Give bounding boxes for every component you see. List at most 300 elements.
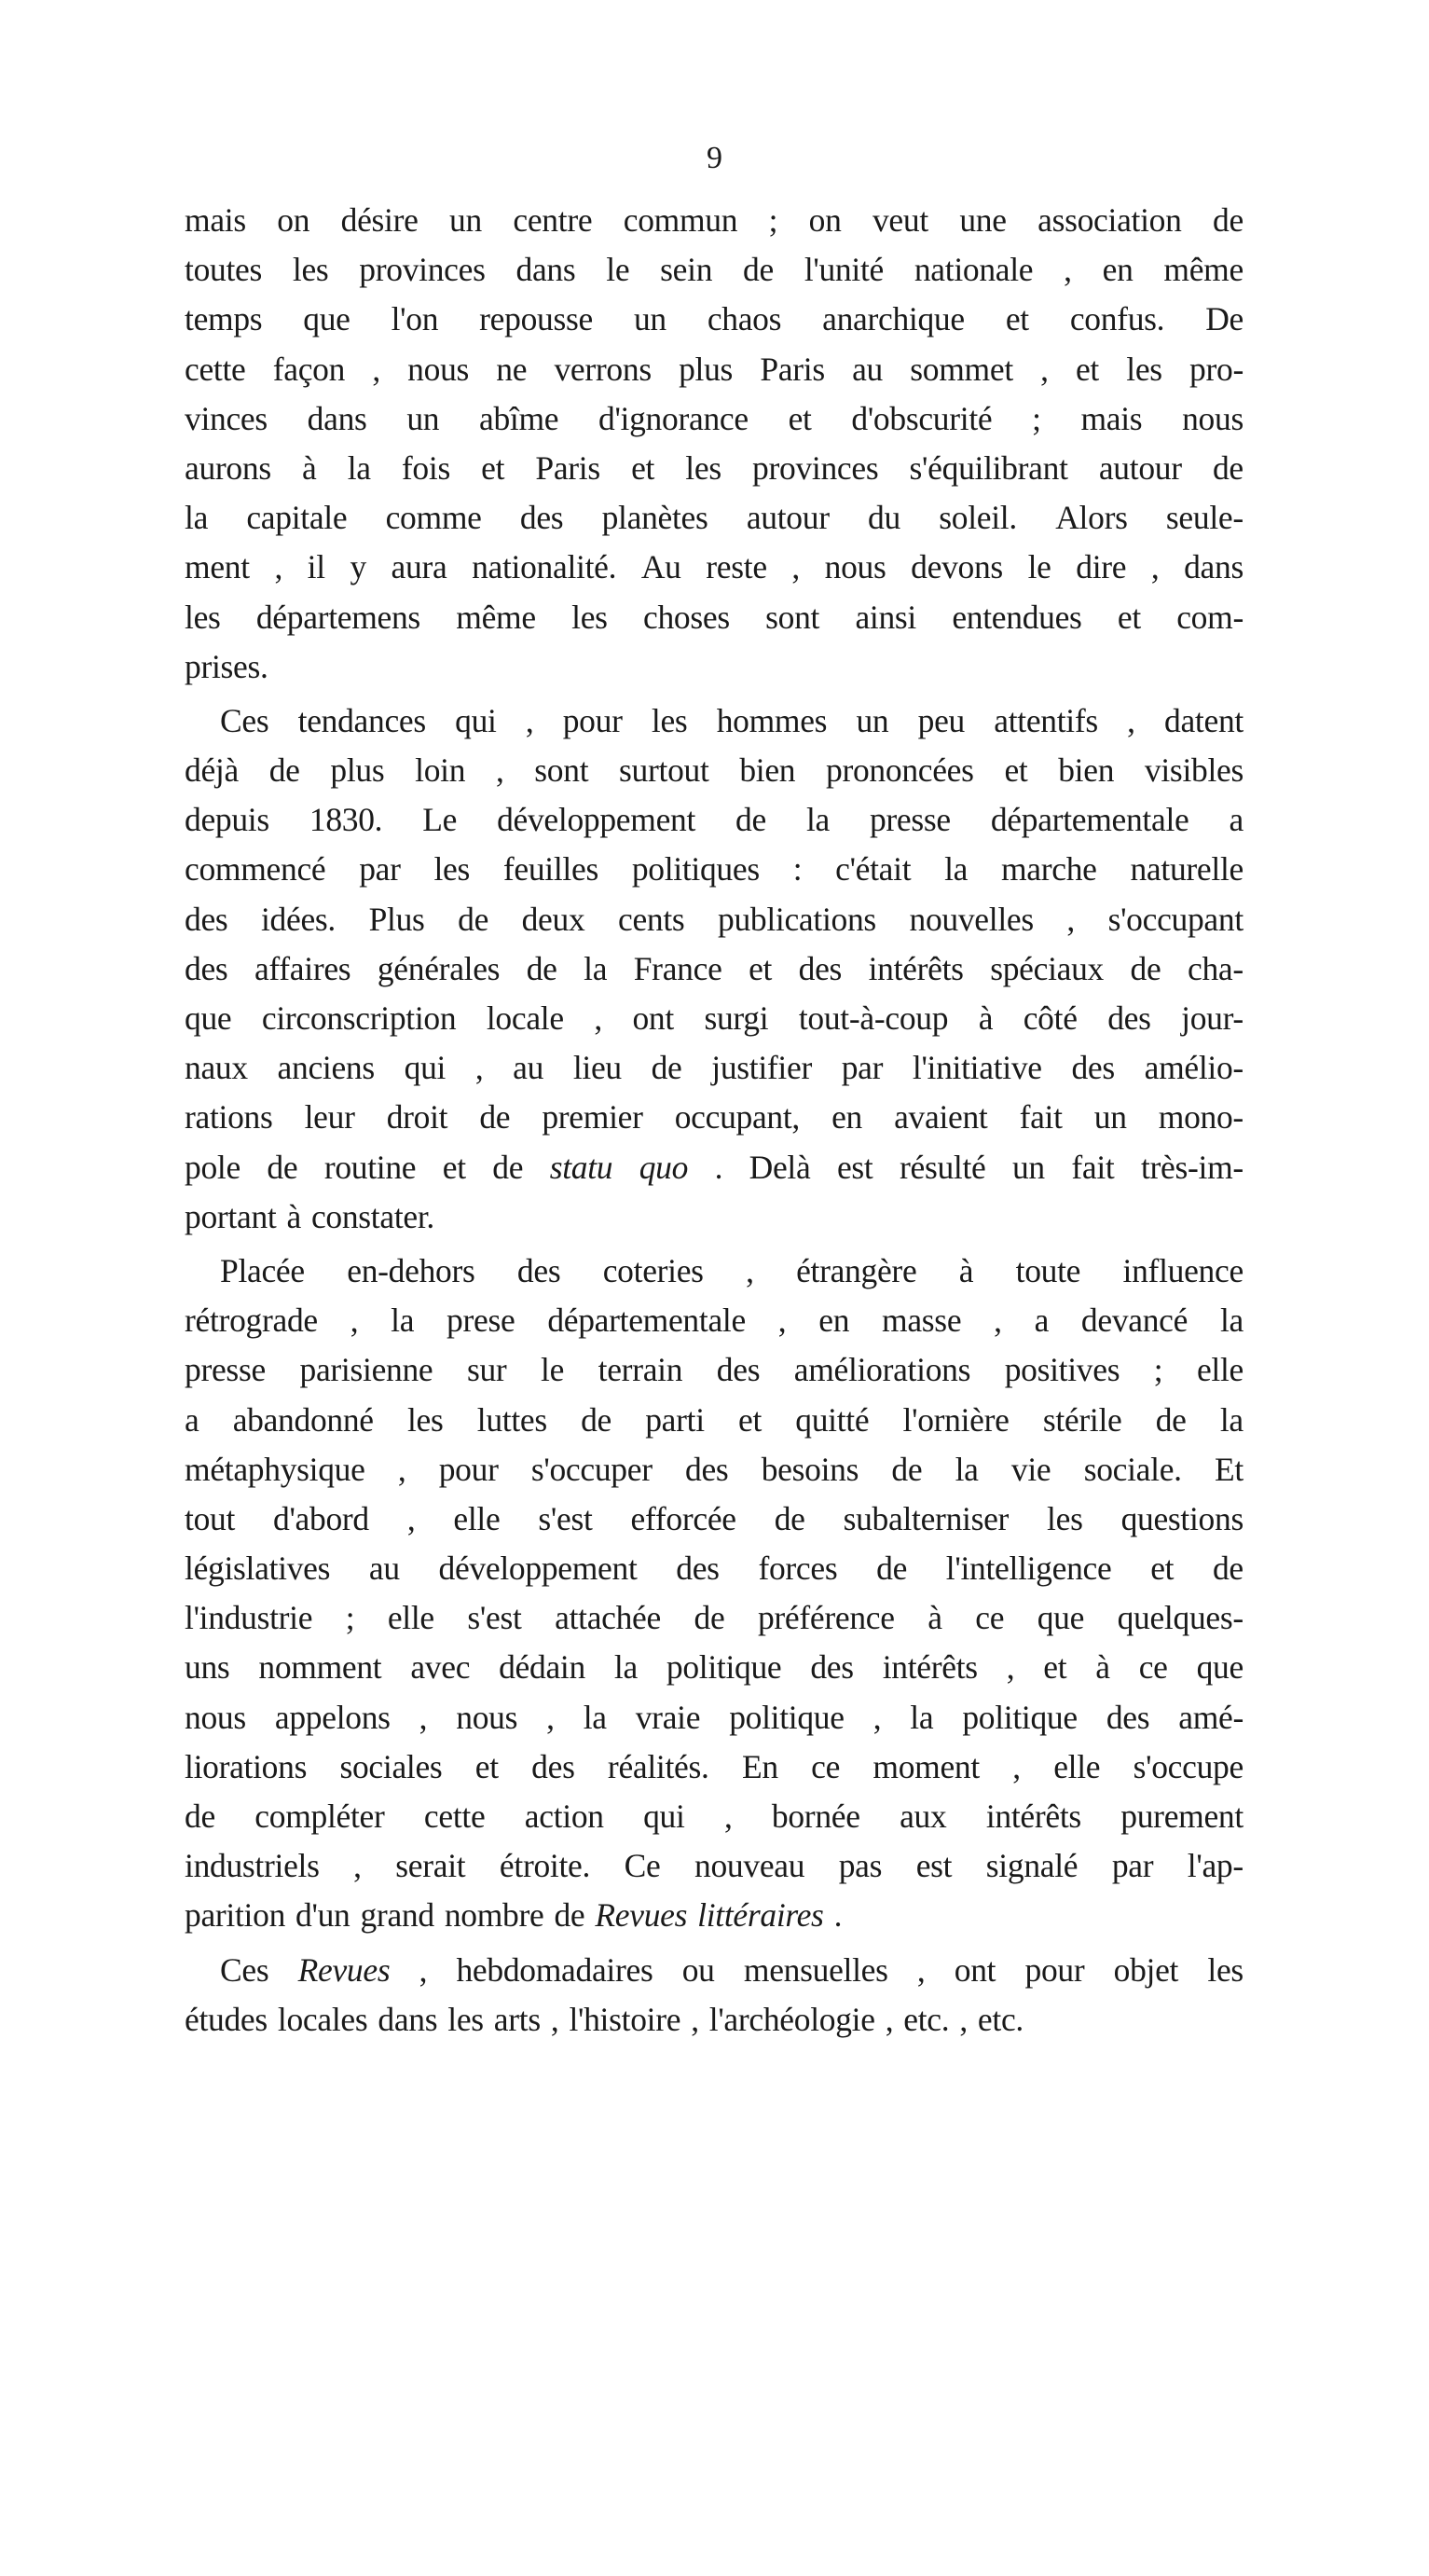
word: locale <box>486 999 564 1037</box>
word: plus <box>679 350 734 388</box>
word: de <box>581 1400 612 1439</box>
word: du <box>868 499 900 537</box>
word: cha- <box>1188 949 1244 987</box>
word: Alors <box>1055 499 1128 537</box>
word: s'équilibrant <box>909 448 1068 487</box>
word: les <box>185 598 221 636</box>
word: mais <box>1080 399 1143 437</box>
word: l'ap- <box>1187 1847 1244 1885</box>
word: réalités. <box>607 1747 709 1785</box>
word: cette <box>423 1798 486 1835</box>
text-line <box>185 345 1244 394</box>
word: dédain <box>499 1648 585 1687</box>
text-line <box>185 1396 1244 1445</box>
word: mensuelles <box>743 1950 888 1989</box>
word: , <box>495 751 504 790</box>
word: d'abord <box>273 1499 369 1537</box>
text-line <box>185 1192 1244 1242</box>
word: capitale <box>246 499 348 537</box>
word: association <box>1037 201 1182 239</box>
word: des <box>519 499 564 537</box>
word: nouvelles <box>909 900 1034 938</box>
text-line <box>185 196 1244 245</box>
word: besoins <box>761 1450 859 1488</box>
word: dire <box>1076 548 1127 586</box>
word: vraie <box>635 1698 701 1736</box>
text-line <box>185 1841 1244 1891</box>
word: purement <box>1120 1798 1244 1835</box>
word: masse <box>882 1302 962 1340</box>
word: statu <box>549 1148 613 1186</box>
word: il <box>307 548 325 586</box>
word: pour <box>562 701 623 739</box>
word: des <box>685 1450 729 1488</box>
word: anciens <box>277 1049 375 1087</box>
word: législatives <box>185 1550 331 1588</box>
word: à <box>1095 1648 1110 1687</box>
word: bornée <box>771 1798 860 1835</box>
word: Paris <box>760 350 825 388</box>
word: étrangère <box>796 1251 917 1289</box>
word: et <box>1005 300 1029 338</box>
word: centre <box>513 201 593 239</box>
word: et <box>481 448 505 487</box>
word: grand <box>360 1896 434 1935</box>
word: étroite. <box>499 1847 591 1885</box>
word: les <box>1207 1950 1244 1989</box>
word: la <box>910 1698 934 1736</box>
text-line <box>185 1495 1244 1544</box>
word: c'était <box>835 850 912 889</box>
word: de <box>267 1148 298 1186</box>
word: nationalité. <box>472 548 617 586</box>
word: nouveau <box>694 1847 805 1885</box>
word: seule- <box>1165 499 1244 537</box>
word: aux <box>900 1798 947 1835</box>
word: com- <box>1176 598 1244 636</box>
word: préférence <box>757 1599 895 1637</box>
word: de <box>185 1798 215 1835</box>
word: et <box>1150 1550 1175 1588</box>
text-line <box>185 444 1244 493</box>
word: soleil. <box>939 499 1017 537</box>
word: portant <box>185 1197 277 1235</box>
word: signalé <box>985 1847 1079 1885</box>
word: Le <box>422 801 458 839</box>
word: comme <box>385 499 482 537</box>
word: des <box>516 1251 561 1289</box>
text-line <box>185 295 1244 344</box>
word: la <box>1219 1400 1244 1439</box>
word: dans <box>378 2000 438 2038</box>
word: abandonné <box>232 1400 374 1439</box>
word: études <box>185 2000 268 2038</box>
word: marche <box>1000 850 1097 889</box>
word: et <box>738 1400 763 1439</box>
word: ; <box>345 1599 355 1637</box>
word: , <box>873 1698 882 1736</box>
word: qui <box>455 701 497 739</box>
word: droit <box>386 1098 448 1136</box>
word: s'est <box>467 1599 522 1637</box>
word: , <box>791 548 800 586</box>
word: , <box>353 1847 362 1885</box>
text-line <box>185 1643 1244 1692</box>
word: les <box>685 448 721 487</box>
text-line <box>185 1445 1244 1495</box>
word: politique <box>666 1648 782 1687</box>
word: de <box>743 251 774 289</box>
word: parisienne <box>299 1351 433 1389</box>
word: de <box>1130 949 1161 987</box>
word: commun <box>623 201 738 239</box>
word: nous <box>1182 399 1244 437</box>
word: les <box>406 1400 444 1439</box>
word: surtout <box>619 751 709 790</box>
text-line <box>185 1995 1244 2045</box>
text-line <box>185 593 1244 642</box>
word: à <box>958 1251 974 1289</box>
word: développement <box>438 1550 638 1588</box>
word: quitté <box>795 1400 870 1439</box>
word: nomment <box>258 1648 382 1687</box>
word: attentifs <box>994 701 1098 739</box>
word: entendues <box>952 598 1082 636</box>
word: repousse <box>479 300 593 338</box>
word: les <box>571 598 608 636</box>
word: elle <box>1196 1351 1244 1389</box>
word: est <box>915 1847 953 1885</box>
word: une <box>959 201 1007 239</box>
word: , <box>1006 1648 1015 1687</box>
word: locales <box>277 2000 368 2038</box>
word: l'unité <box>804 251 884 289</box>
word: et <box>1043 1648 1067 1687</box>
word: , <box>350 1302 359 1340</box>
word: les <box>292 251 329 289</box>
word: , <box>1040 350 1049 388</box>
word: serait <box>395 1847 466 1885</box>
word: sont <box>765 598 820 636</box>
word: de <box>651 1049 682 1087</box>
word: la <box>955 1450 979 1488</box>
word: même <box>456 598 536 636</box>
word: de <box>458 900 489 938</box>
word: surgi <box>704 999 769 1037</box>
word: à <box>978 999 994 1037</box>
word: politique <box>962 1698 1078 1736</box>
word: leur <box>304 1098 355 1136</box>
text-line <box>185 1946 1244 1995</box>
word: au <box>852 350 884 388</box>
paragraph <box>185 196 1244 696</box>
word: par <box>841 1049 884 1087</box>
word: anarchique <box>822 300 965 338</box>
word: aura <box>391 548 447 586</box>
word: autour <box>1098 448 1182 487</box>
word: départementale <box>547 1302 746 1340</box>
word: luttes <box>476 1400 547 1439</box>
word: vinces <box>185 399 268 437</box>
word: de <box>554 1896 585 1935</box>
word: l'intelligence <box>945 1550 1112 1588</box>
word: chaos <box>707 300 782 338</box>
word: ment <box>185 548 250 586</box>
word: elle <box>453 1499 501 1537</box>
word: visibles <box>1144 751 1244 790</box>
word: peu <box>917 701 965 739</box>
word: des <box>531 1747 575 1785</box>
word: justifier <box>711 1049 812 1087</box>
word: France <box>633 949 722 987</box>
word: intérêts <box>868 949 964 987</box>
word: qui <box>404 1049 447 1087</box>
word: ainsi <box>855 598 916 636</box>
word: on <box>277 201 310 239</box>
word: un <box>449 201 482 239</box>
word: jour- <box>1181 999 1244 1037</box>
word: elle <box>387 1599 434 1637</box>
text-line <box>185 642 1244 692</box>
word: les <box>447 2000 484 2038</box>
word: . <box>714 1148 723 1186</box>
word: à <box>927 1599 942 1637</box>
word: pro- <box>1189 350 1244 388</box>
text-line <box>185 795 1244 845</box>
word: amélio- <box>1144 1049 1244 1087</box>
text-line <box>185 746 1244 795</box>
word: politiques <box>631 850 760 889</box>
word: intérêts <box>882 1648 978 1687</box>
word: quo <box>639 1148 689 1186</box>
word: un <box>633 300 666 338</box>
word: , <box>525 701 534 739</box>
word: naturelle <box>1130 850 1244 889</box>
word: datent <box>1164 701 1244 739</box>
word: et <box>788 399 812 437</box>
word: sociale. <box>1083 1450 1182 1488</box>
word: industriels <box>185 1847 320 1885</box>
word: veut <box>872 201 928 239</box>
word: affaires <box>254 949 351 987</box>
word: bien <box>739 751 796 790</box>
word: parition <box>185 1896 286 1935</box>
word: la <box>584 949 608 987</box>
word: des <box>185 900 228 938</box>
word: depuis <box>185 801 269 839</box>
word: influence <box>1122 1251 1244 1289</box>
word: a <box>185 1400 199 1439</box>
word: constater. <box>310 1197 434 1235</box>
word: un <box>856 701 889 739</box>
word: la <box>347 448 371 487</box>
word: stérile <box>1042 1400 1122 1439</box>
word: subalterniser <box>843 1499 1010 1537</box>
word: occupant, <box>674 1098 801 1136</box>
word: , <box>994 1302 1002 1340</box>
word: , <box>546 1698 555 1736</box>
text-line <box>185 696 1244 746</box>
word: commencé <box>185 850 326 889</box>
word: côté <box>1023 999 1078 1037</box>
body-text <box>185 196 1244 2049</box>
word: nombre <box>444 1896 544 1935</box>
text-line <box>185 543 1244 592</box>
word: des <box>185 949 228 987</box>
word: prononcées <box>826 751 974 790</box>
word: ont <box>954 1950 996 1989</box>
word: verrons <box>554 350 652 388</box>
word: le <box>541 1351 565 1389</box>
word: et <box>474 1747 499 1785</box>
word: la <box>185 499 209 537</box>
word: qui <box>643 1798 685 1835</box>
word: sont <box>534 751 589 790</box>
word: ; <box>1153 1351 1163 1389</box>
word: l'industrie <box>185 1599 313 1637</box>
word: Et <box>1215 1450 1244 1488</box>
word: pour <box>438 1450 499 1488</box>
word: mais <box>185 201 246 239</box>
word: , <box>746 1251 754 1289</box>
word: d'obscurité <box>851 399 993 437</box>
word: nous <box>185 1698 246 1736</box>
word: bien <box>1058 751 1115 790</box>
word: de <box>479 1098 511 1136</box>
word: des <box>676 1550 720 1588</box>
word: quelques- <box>1117 1599 1244 1637</box>
word: des <box>810 1648 854 1687</box>
word: planètes <box>601 499 708 537</box>
word: la <box>805 801 830 839</box>
word: des <box>798 949 843 987</box>
word: de <box>735 801 766 839</box>
word: sociales <box>339 1747 443 1785</box>
text-line <box>185 895 1244 944</box>
word: nous <box>456 1698 518 1736</box>
word: parti <box>645 1400 705 1439</box>
word: de <box>492 1148 524 1186</box>
word: provinces <box>752 448 879 487</box>
word: amé- <box>1178 1698 1244 1736</box>
word: la <box>944 850 969 889</box>
text-line <box>185 994 1244 1043</box>
text-line <box>185 493 1244 543</box>
word: terrain <box>598 1351 683 1389</box>
word: au <box>368 1550 400 1588</box>
word: Ce <box>624 1847 661 1885</box>
word: des <box>1071 1049 1115 1087</box>
word: , <box>397 1450 406 1488</box>
word: Placée <box>220 1251 305 1289</box>
word: par <box>1111 1847 1154 1885</box>
word: , <box>959 2000 968 2038</box>
word: en <box>831 1098 863 1136</box>
text-line <box>185 1296 1244 1345</box>
word: s'est <box>538 1499 593 1537</box>
word: , <box>1064 251 1072 289</box>
word: s'occuper <box>530 1450 653 1488</box>
word: idées. <box>260 900 337 938</box>
text-line <box>185 1693 1244 1743</box>
word: départementale <box>990 801 1189 839</box>
text-line <box>185 1891 1244 1940</box>
word: développement <box>497 801 696 839</box>
word: ce <box>811 1747 841 1785</box>
word: rétrograde <box>185 1302 318 1340</box>
word: moment <box>873 1747 980 1785</box>
word: l'on <box>391 300 439 338</box>
word: hommes <box>716 701 828 739</box>
word: un <box>1093 1098 1127 1136</box>
text-line <box>185 1792 1244 1841</box>
word: de <box>876 1550 908 1588</box>
word: désire <box>340 201 419 239</box>
text-line <box>185 1345 1244 1395</box>
word: ; <box>768 201 778 239</box>
word: , <box>474 1049 484 1087</box>
word: y <box>350 548 366 586</box>
word: cette <box>185 350 246 388</box>
word: , <box>885 2000 894 2038</box>
word: ; <box>1032 399 1041 437</box>
word: avaient <box>894 1098 988 1136</box>
word: mono- <box>1158 1098 1244 1136</box>
text-line <box>185 394 1244 444</box>
word: Paris <box>535 448 600 487</box>
word: aurons <box>185 448 271 487</box>
word: devancé <box>1080 1302 1189 1340</box>
word: prises. <box>185 647 268 685</box>
word: devons <box>911 548 1003 586</box>
word: , <box>1066 900 1075 938</box>
word: , <box>1127 701 1135 739</box>
paragraph <box>185 696 1244 1247</box>
word: attachée <box>555 1599 661 1637</box>
word: , <box>916 1950 926 1989</box>
word: spéciaux <box>990 949 1105 987</box>
word: et <box>631 448 655 487</box>
paragraph <box>185 1946 1244 2049</box>
word: ne <box>496 350 528 388</box>
word: de <box>891 1450 923 1488</box>
word: objet <box>1113 1950 1179 1989</box>
word: publications <box>718 900 876 938</box>
text-line <box>185 845 1244 894</box>
word: métaphysique <box>185 1450 365 1488</box>
word: et <box>749 949 773 987</box>
word: Delà <box>749 1148 811 1186</box>
word: Ces <box>220 701 269 739</box>
word: ce <box>975 1599 1005 1637</box>
word: Revues <box>595 1896 688 1935</box>
text-line <box>185 1093 1244 1142</box>
word: que <box>1196 1648 1244 1687</box>
word: etc. <box>977 2000 1024 2038</box>
word: de <box>1212 448 1244 487</box>
word: et <box>1004 751 1028 790</box>
word: des <box>1107 999 1151 1037</box>
word: de <box>1213 201 1244 239</box>
word: dans <box>515 251 576 289</box>
word: appelons <box>274 1698 391 1736</box>
word: en <box>818 1302 850 1340</box>
word: : <box>792 850 803 889</box>
word: fait <box>1019 1098 1063 1136</box>
word: à <box>302 448 317 487</box>
word: sein <box>660 251 713 289</box>
word: nous <box>824 548 886 586</box>
